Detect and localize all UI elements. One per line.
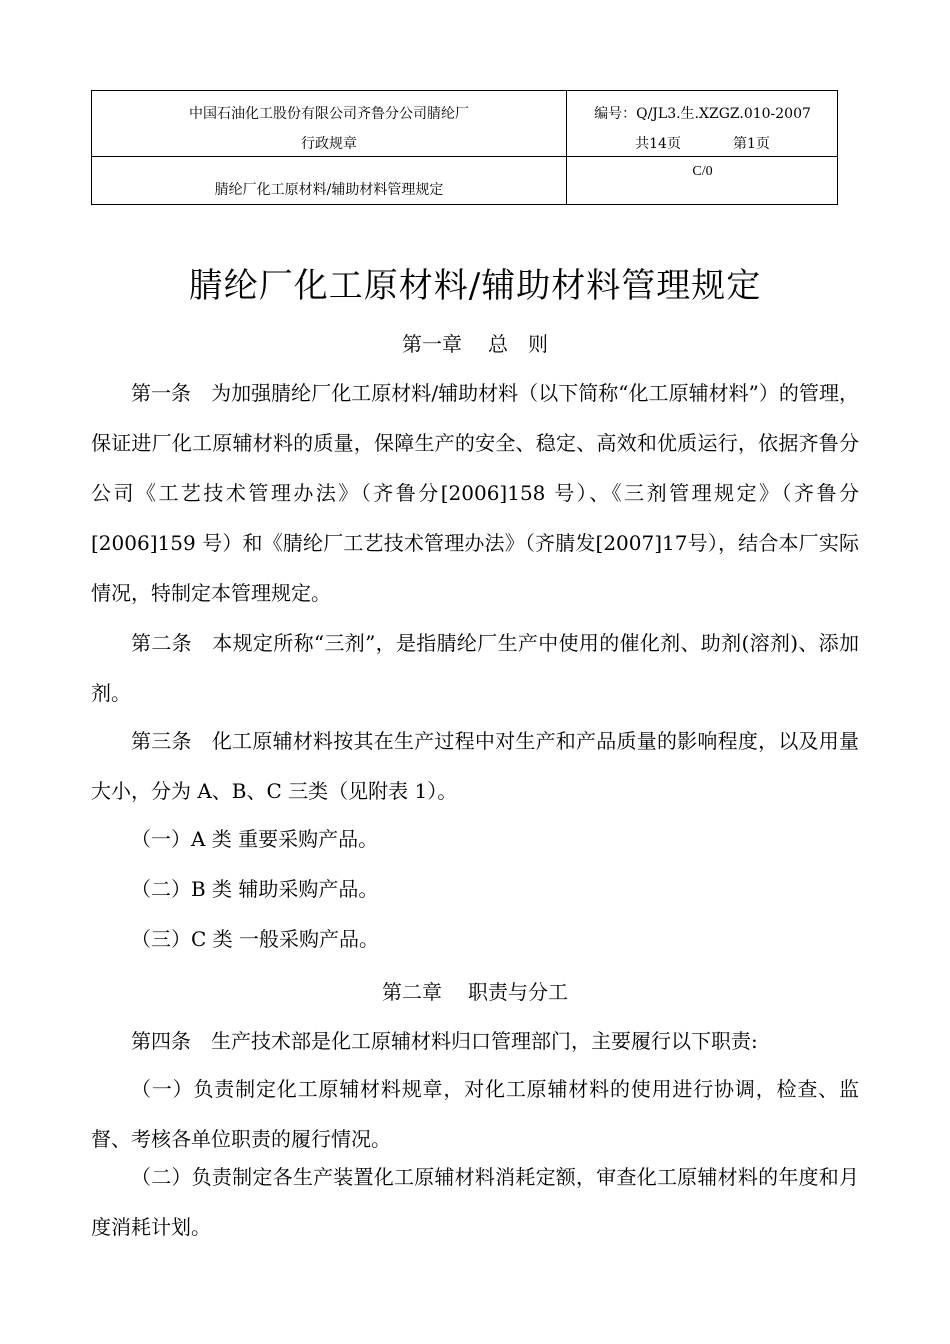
chapter-2-name: 职责与分工 (468, 980, 568, 1004)
chapter-1-number: 第一章 (402, 332, 462, 356)
article-3: 第三条 化工原辅材料按其在生产过程中对生产和产品质量的影响程度，以及用量大小，分为 A、B、C 三类（见附表 1）。 (91, 729, 859, 803)
page-info (566, 133, 839, 153)
class-a-item: （一）A 类 重要采购产品。 (131, 827, 379, 851)
chapter-1-name: 总 则 (488, 332, 548, 356)
chapter-2-number: 第二章 (382, 980, 442, 1004)
doc-code: 编号：Q/JL3.生.XZGZ.010-2007 (594, 106, 811, 122)
document-header-table (91, 90, 838, 205)
class-c-item: （三）C 类 一般采购产品。 (131, 927, 380, 951)
duty-item-1: （一）负责制定化工原辅材料规章，对化工原辅材料的使用进行协调，检查、监督、考核各单位职责的履行情况。 (91, 1077, 859, 1151)
class-b-item: （二）B 类 辅助采购产品。 (131, 877, 379, 901)
document-title: 腈纶厂化工原材料/辅助材料管理规定 (188, 266, 762, 306)
page-number: 第1页 (732, 136, 770, 152)
duty-item-2: （二）负责制定各生产装置化工原辅材料消耗定额，审查化工原辅材料的年度和月度消耗计划。 (91, 1165, 859, 1239)
article-2: 第二条 本规定所称“三剂”，是指腈纶厂生产中使用的催化剂、助剂(溶剂)、添加剂。 (91, 631, 859, 705)
chapter-1-heading (0, 328, 950, 357)
org-name: 中国石油化工股份有限公司齐鲁分公司腈纶厂 (189, 106, 469, 122)
doc-subject: 腈纶厂化工原材料/辅助材料管理规定 (214, 182, 444, 198)
total-pages: 共14页 (635, 136, 681, 152)
chapter-2-heading (0, 976, 950, 1005)
article-4: 第四条 生产技术部是化工原辅材料归口管理部门，主要履行以下职责: (131, 1029, 758, 1053)
revision-code: C/0 (692, 164, 713, 179)
article-1: 第一条 为加强腈纶厂化工原材料/辅助材料（以下简称“化工原辅材料”）的管理，保证进厂化工原辅材料的质量，保障生产的安全、稳定、高效和优质运行，依据齐鲁分公司《工艺技术管理办法》（齐鲁分[2006]158 号）、《三剂管理规定》（齐鲁分[2006]159 号）和《腈纶厂工艺技术管理办法》（齐腈发[2007]17号），结合本厂实际情况，特制定本管理规定。 (91, 381, 859, 605)
header-horizontal-divider (92, 156, 837, 157)
doc-category: 行政规章 (301, 136, 357, 152)
